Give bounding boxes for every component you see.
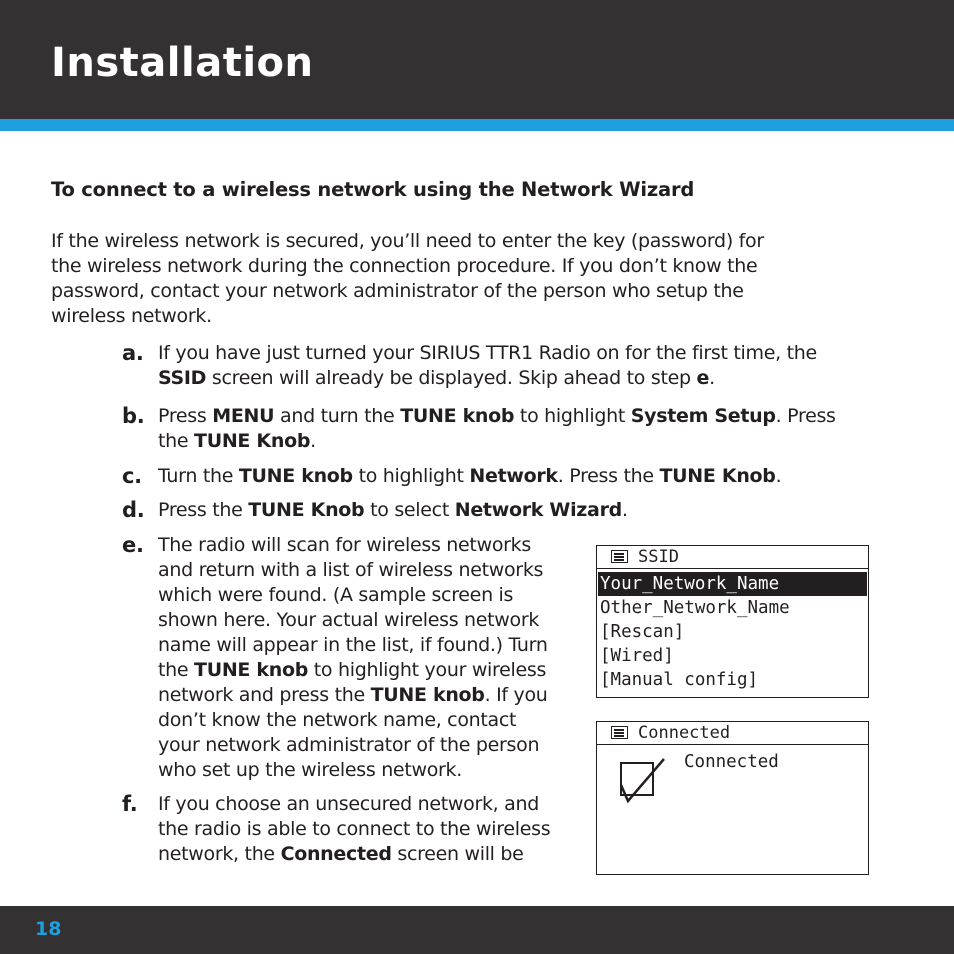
checkmark-icon [615, 757, 669, 805]
step-marker: e. [122, 533, 144, 557]
intro-line: wireless network. [51, 305, 212, 327]
screen-title-bar [597, 722, 868, 745]
section-heading: To connect to a wireless network using the Network Wizard [51, 178, 695, 201]
menu-list-icon [611, 550, 628, 563]
menu-list-icon [611, 726, 628, 739]
intro-line: the wireless network during the connection procedure. If you don’t know the [51, 255, 758, 277]
step-text: Press the TUNE Knob to select Network Wizard. [158, 499, 628, 521]
ssid-list-item[interactable]: [Rescan] [600, 622, 685, 642]
ssid-list-item[interactable]: Your_Network_Name [598, 572, 867, 596]
step-text: If you choose an unsecured network, and [158, 793, 540, 815]
step-text: who set up the wireless network. [158, 759, 462, 781]
step-text: Press MENU and turn the TUNE knob to highlight System Setup. Press [158, 405, 836, 427]
step-text: SSID screen will already be displayed. Skip ahead to step e. [158, 367, 715, 389]
connected-message: Connected [684, 752, 779, 772]
ssid-list-item[interactable]: [Manual config] [600, 670, 759, 690]
step-text: The radio will scan for wireless networks [158, 534, 531, 556]
page-title: Installation [51, 40, 314, 86]
accent-bar [0, 119, 954, 131]
screen-title-bar [597, 546, 868, 569]
step-text: network, the Connected screen will be [158, 843, 524, 865]
intro-line: If the wireless network is secured, you’ll need to enter the key (password) for [51, 230, 764, 252]
step-text: your network administrator of the person [158, 734, 540, 756]
screen-title: Connected [638, 723, 731, 743]
step-text: the radio is able to connect to the wireless [158, 818, 551, 840]
step-marker: a. [122, 341, 144, 365]
screen-title: SSID [638, 547, 679, 567]
page-number: 18 [35, 918, 62, 940]
step-text: If you have just turned your SIRIUS TTR1 Radio on for the first time, the [158, 342, 817, 364]
step-marker: b. [122, 404, 145, 428]
intro-line: password, contact your network administrator of the person who setup the [51, 280, 744, 302]
step-marker: c. [122, 464, 142, 488]
step-text: the TUNE Knob. [158, 430, 316, 452]
ssid-list-item[interactable]: Other_Network_Name [600, 598, 790, 618]
step-text: name will appear in the list, if found.) Turn [158, 634, 548, 656]
step-marker: f. [122, 792, 138, 816]
ssid-screen [596, 545, 869, 698]
step-text: which were found. (A sample screen is [158, 584, 514, 606]
connected-screen [596, 721, 869, 875]
page-footer [0, 906, 954, 954]
step-text: don’t know the network name, contact [158, 709, 517, 731]
step-text: shown here. Your actual wireless network [158, 609, 540, 631]
ssid-list [597, 569, 868, 692]
step-marker: d. [122, 498, 145, 522]
step-text: Turn the TUNE knob to highlight Network. Press the TUNE Knob. [158, 465, 782, 487]
step-text: network and press the TUNE knob. If you [158, 684, 548, 706]
ssid-list-item[interactable]: [Wired] [600, 646, 674, 666]
step-text: the TUNE knob to highlight your wireless [158, 659, 547, 681]
intro-paragraph [51, 229, 841, 329]
step-text: and return with a list of wireless networks [158, 559, 544, 581]
